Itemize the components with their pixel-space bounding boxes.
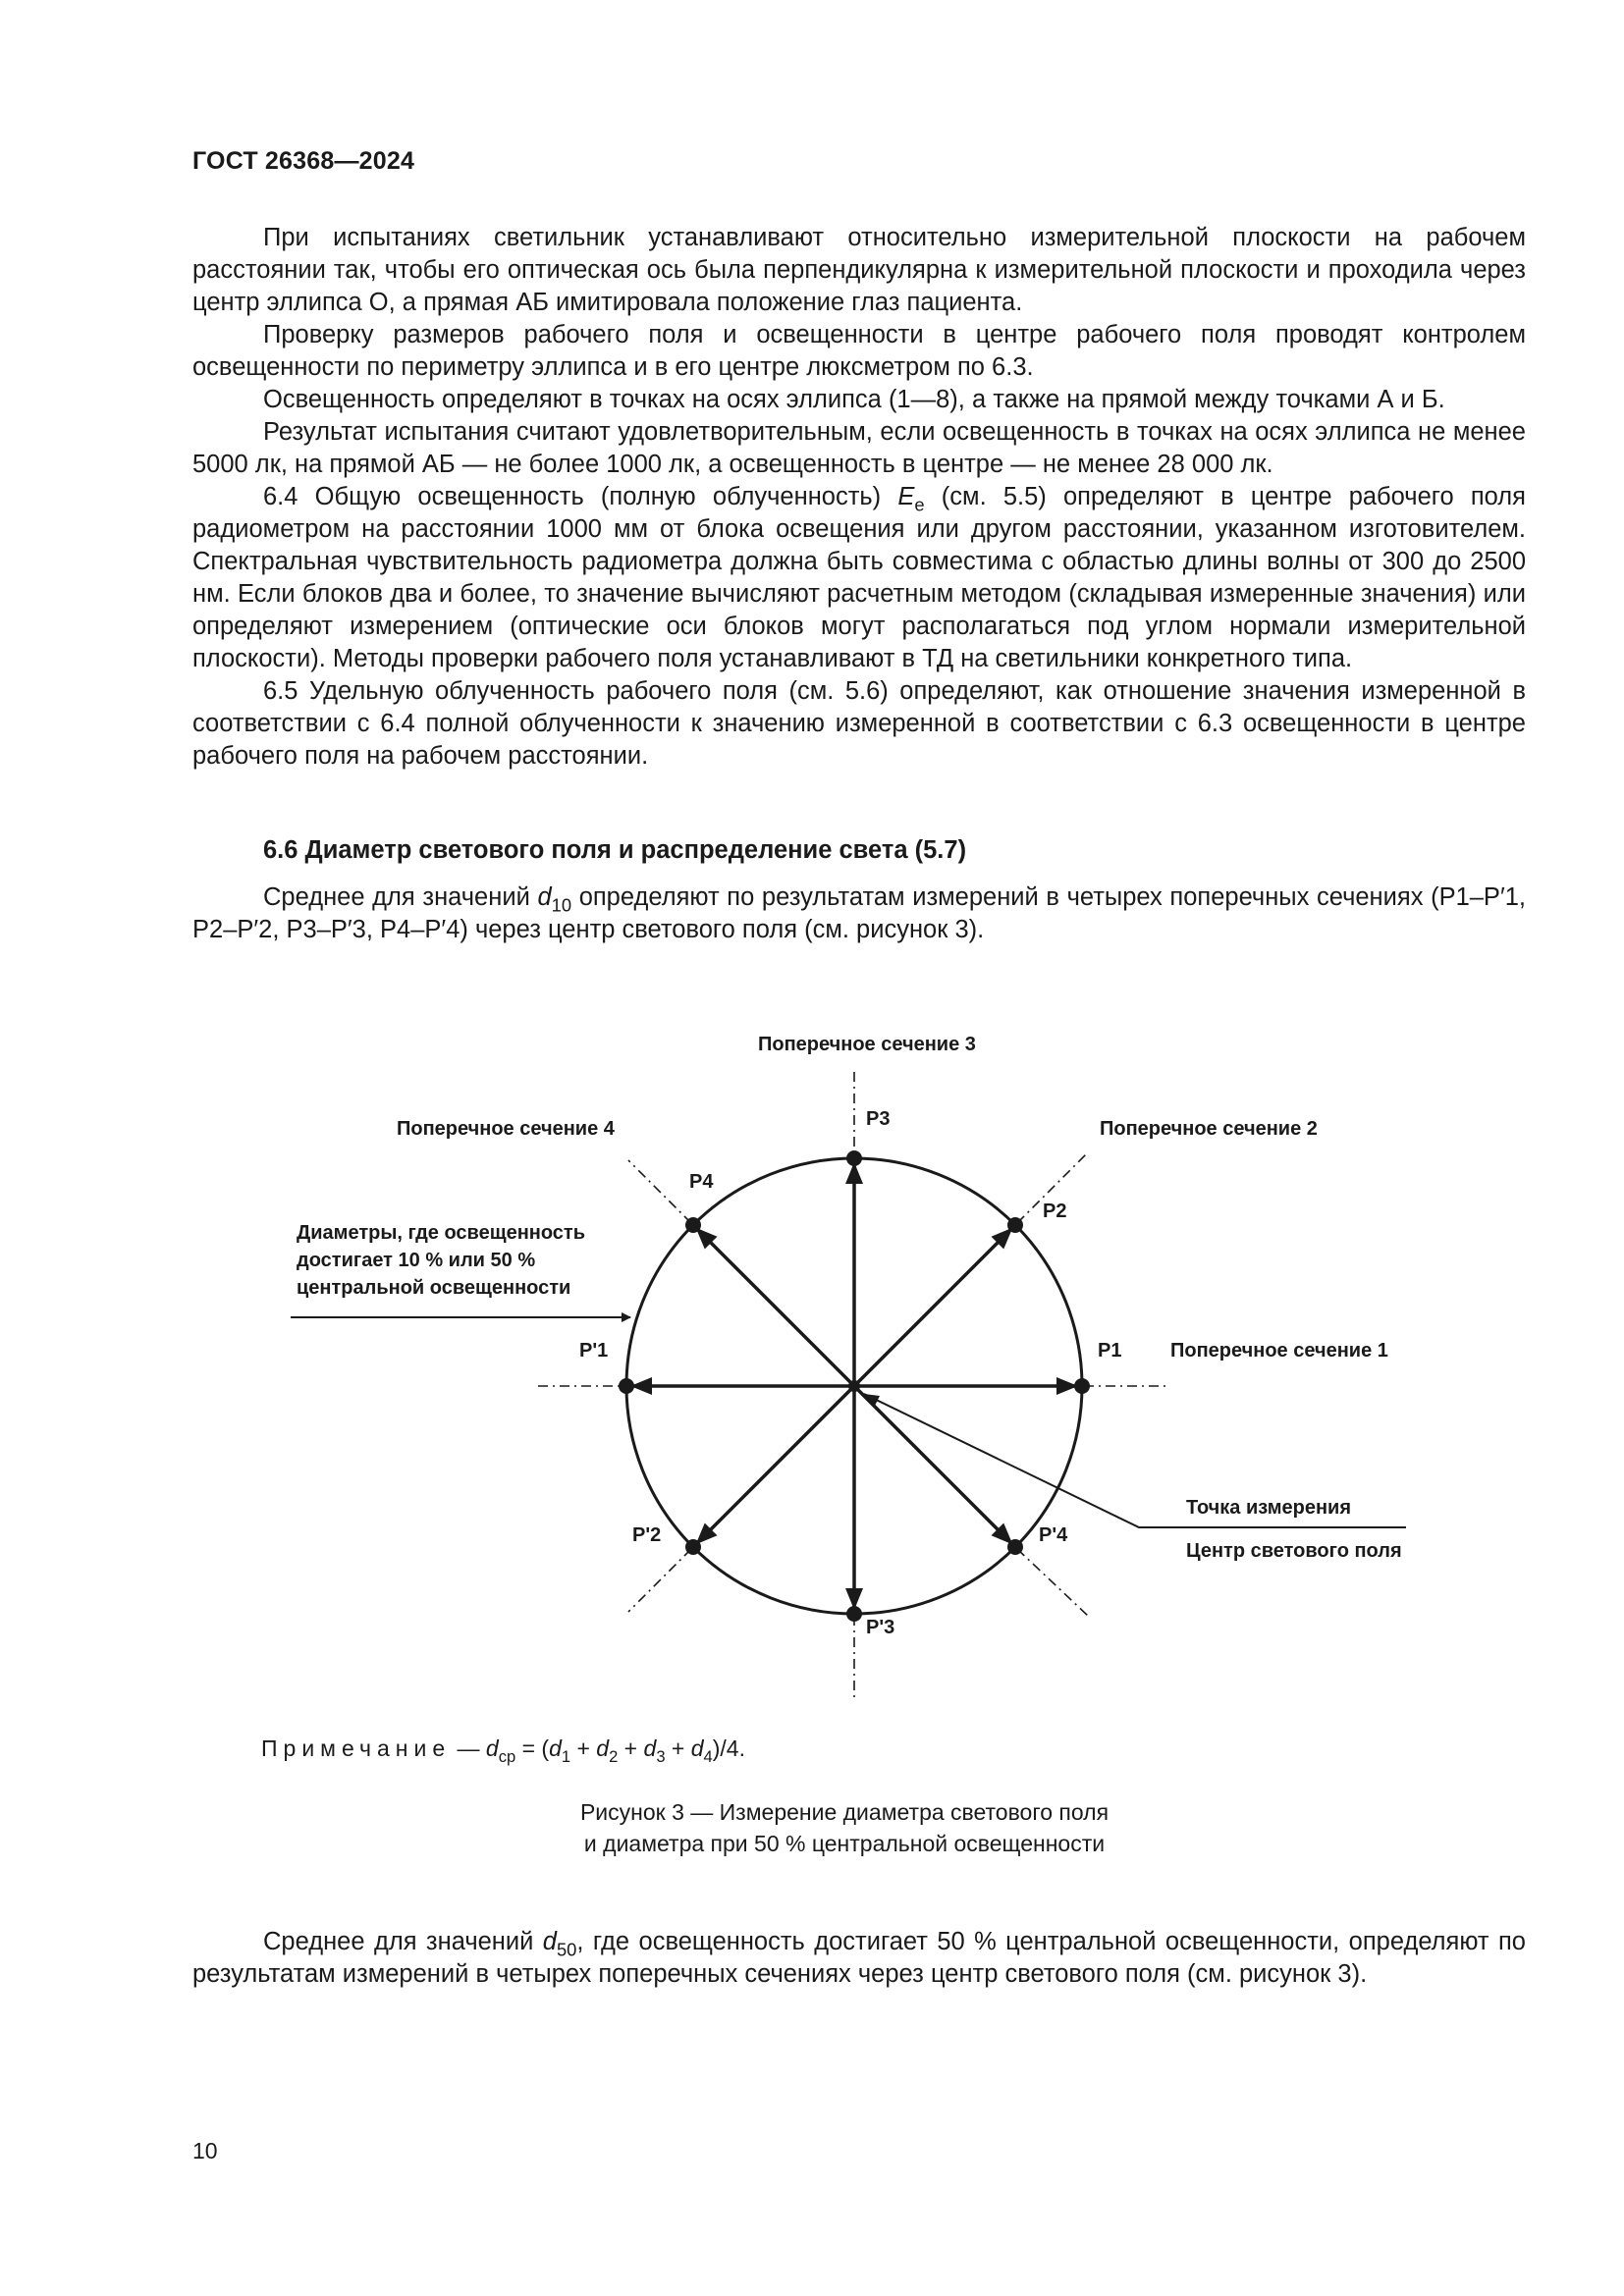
point-p2 (1007, 1217, 1023, 1233)
figure-caption: Рисунок 3 — Измерение диаметра светового поля и диаметра при 50 % центральной освещенности (579, 1799, 1110, 1856)
label-p3: P3 (866, 1108, 891, 1130)
paragraph: При испытаниях светильник устанавливают относительно измерительной плоскости на рабочем расстоянии так, чтобы его оптическая ось была перпендикулярна к измерительной плоскости и проходила через центр эллипса О, а прямая АБ имитировала положение глаз пациента. (192, 224, 1526, 316)
label-p3-prime: P'3 (866, 1617, 895, 1638)
paragraph: Освещенность определяют в точках на осях эллипса (1—8), а также на прямой между точками А и Б. (263, 386, 1445, 413)
label-section-1: Поперечное сечение 1 (1170, 1340, 1388, 1362)
point-p4-prime (1007, 1539, 1023, 1555)
label-section-3: Поперечное сечение 3 (758, 1034, 976, 1055)
label-p2: P2 (1043, 1201, 1067, 1222)
label-p4: P4 (689, 1171, 714, 1193)
point-p1-prime (619, 1378, 634, 1394)
center-point (848, 1380, 860, 1392)
point-p1 (1074, 1378, 1090, 1394)
body-text-top (192, 222, 1526, 773)
paragraph-6-5: 6.5 Удельную облученность рабочего поля (см. 5.6) определяют, как отношение значения измеренной в соответствии с 6.4 полной облученности к значению измеренной в соответствии с 6.3 освещенности в центре рабочего поля на рабочем расстоянии. (192, 677, 1526, 770)
standard-header: ГОСТ 26368—2024 (192, 147, 415, 175)
label-diameters-2: достигает 10 % или 50 % (297, 1250, 536, 1271)
label-p1: P1 (1098, 1340, 1122, 1362)
paragraph: Среднее для значений $d_{50}$, где освещенность достигает 50 % центральной освещенности, определяют по результатам измерений в четырех поперечных сечениях через центр светового поля (см. рисунок 3). (192, 1928, 1526, 1988)
point-p4 (685, 1217, 701, 1233)
label-section-4: Поперечное сечение 4 (397, 1118, 615, 1140)
body-text-section (192, 881, 1526, 946)
point-p3 (846, 1150, 862, 1166)
figure-note: Примечание — $d_{ср} = (d_1 + d_2 + d_3 + d_4)/4$. (261, 1735, 745, 1766)
page-number: 10 (192, 2138, 218, 2163)
light-field-diagram (0, 1001, 1624, 1708)
paragraph: Среднее для значений $d_{10}$ определяют по результатам измерений в четырех поперечных сечениях (P1–P′1, P2–P′2, P3–P′3, P4–P′4) через центр светового поля (см. рисунок 3). (192, 883, 1526, 943)
point-p3-prime (846, 1606, 862, 1622)
paragraph: Проверку размеров рабочего поля и освещенности в центре рабочего поля проводят контролем освещенности по периметру эллипса и в его центре люксметром по 6.3. (192, 321, 1526, 381)
point-p2-prime (685, 1539, 701, 1555)
label-measure-point: Точка измерения (1186, 1497, 1352, 1519)
paragraph-6-4: 6.4 Общую освещенность (полную облученность) $E_e$ (см. 5.5) определяют в центре рабочего поля радиометром на расстоянии 1000 мм от блока освещения или другом расстоянии, указанном изготовителем. Спектральная чувствительность радиометра должна быть совместима с областью длины волны от 300 до 2500 нм. Если блоков два и более, то значение вычисляют расчетным методом (складывая измеренные значения) или определяют измерением (оптические оси блоков могут располагаться под углом нормали измерительной плоскости). Методы проверки рабочего поля устанавливают в ТД на светильники конкретного типа. (192, 483, 1526, 672)
label-field-center: Центр светового поля (1186, 1540, 1402, 1562)
label-p2-prime: P'2 (632, 1524, 662, 1546)
section-title: 6.6 Диаметр светового поля и распределение света (5.7) (263, 836, 967, 864)
label-p4-prime: P'4 (1039, 1524, 1068, 1546)
figure-3 (0, 1001, 1624, 1708)
paragraph: Результат испытания считают удовлетворительным, если освещенность в точках на осях эллипса не менее 5000 лк, на прямой АБ — не более 1000 лк, а освещенность в центре — не менее 28 000 лк. (192, 418, 1526, 478)
body-text-bottom (192, 1926, 1526, 1991)
label-diameters-1: Диаметры, где освещенность (297, 1222, 586, 1244)
label-section-2: Поперечное сечение 2 (1100, 1118, 1318, 1140)
label-p1-prime: P'1 (579, 1340, 609, 1362)
label-diameters-3: центральной освещенности (297, 1277, 571, 1299)
